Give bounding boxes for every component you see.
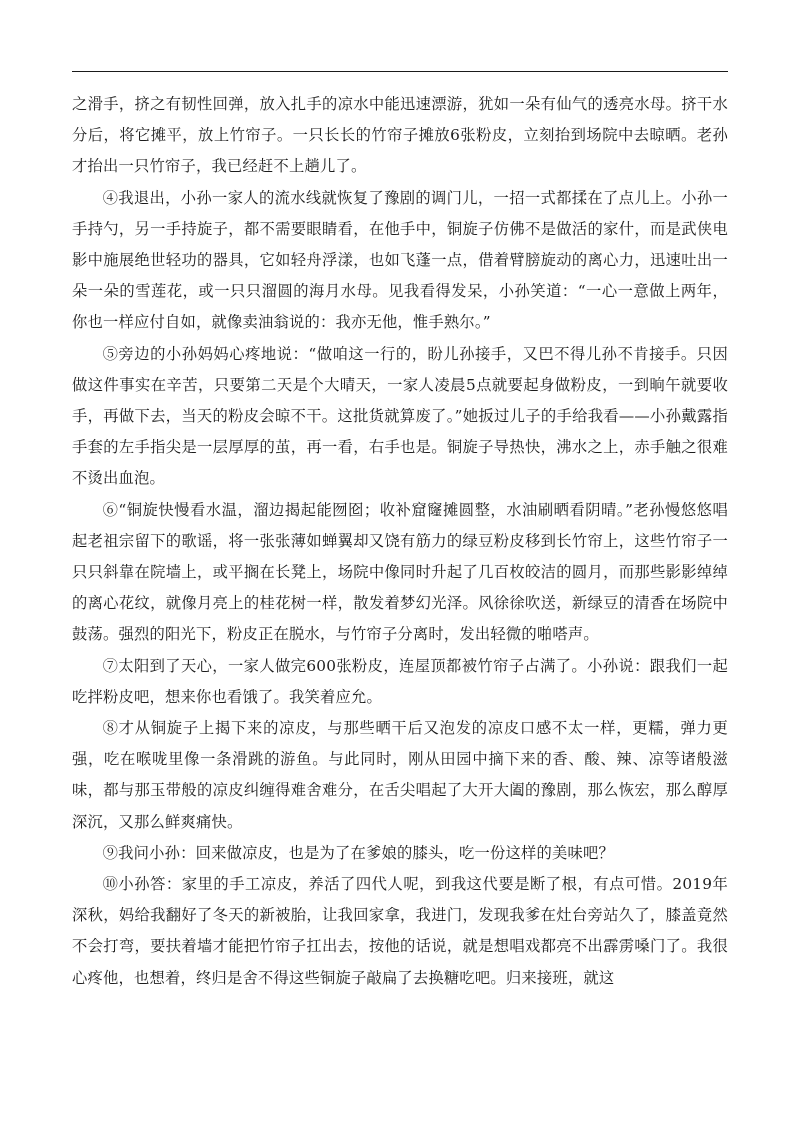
paragraph-5: ⑤旁边的小孙妈妈心疼地说：“做咱这一行的，盼儿孙接手，又巴不得儿孙不肯接手。只因做这件事实在辛苦，只要第二天是个大晴天，一家人凌晨5点就要起身做粉皮，一到晌午就要收手，再做下去，当天的粉皮会晾不干。这批货就算废了。”她扳过儿子的手给我看——小孙戴露指手套的左手指尖是一层厚厚的茧，再一看，右手也是。铜旋子导热快，沸水之上，赤手触之很难不烫出血泡。 (72, 344, 728, 488)
paragraph-7: ⑦太阳到了天心，一家人做完600张粉皮，连屋顶都被竹帘子占满了。小孙说：跟我们一起吃拌粉皮吧，想来你也看饿了。我笑着应允。 (72, 656, 728, 706)
paragraph-4: ④我退出，小孙一家人的流水线就恢复了豫剧的调门儿，一招一式都揉在了点儿上。小孙一手持勺，另一手持旋子，都不需要眼睛看，在他手中，铜旋子仿佛不是做活的家什，而是武侠电影中施展绝世轻功的器具，它如轻舟浮漾，也如飞蓬一点，借着臂膀旋动的离心力，迅速吐出一朵一朵的雪莲花，或一只只溜圆的海月水母。见我看得发呆，小孙笑道：“一心一意做上两年，你也一样应付自如，就像卖油翁说的：我亦无他，惟手熟尔。” (72, 188, 728, 332)
paragraph-9: ⑨我问小孙：回来做凉皮，也是为了在爹娘的膝头，吃一份这样的美味吧？ (102, 843, 614, 862)
paragraph-8: ⑧才从铜旋子上揭下来的凉皮，与那些晒干后又泡发的凉皮口感不太一样，更糯，弹力更强，吃在喉咙里像一条滑跳的游鱼。与此同时，刚从田园中摘下来的香、酸、辣、凉等诸般滋味，都与那玉带般的凉皮纠缠得难舍难分，在舌尖唱起了大开大阖的豫剧，那么恢宏，那么醇厚深沉，又那么鲜爽痛快。 (72, 719, 728, 831)
paragraph-6: ⑥“铜旋快慢看水温，溜边揭起能囫囵；收补窟窿摊圆整，水油刷晒看阴晴。”老孙慢悠悠唱起老祖宗留下的歌谣，将一张张薄如蝉翼却又饶有筋力的绿豆粉皮移到长竹帘上，这些竹帘子一只只斜靠在院墙上，或平搁在长凳上，场院中像同时升起了几百枚皎洁的圆月，而那些影影绰绰的离心花纹，就像月亮上的桂花树一样，散发着梦幻光泽。风徐徐吹送，新绿豆的清香在场院中鼓荡。强烈的阳光下，粉皮正在脱水，与竹帘子分离时，发出轻微的啪嗒声。 (72, 500, 728, 644)
paragraph-continuation: 之滑手，挤之有韧性回弹，放入扎手的凉水中能迅速漂游，犹如一朵有仙气的透亮水母。挤干水分后，将它摊平，放上竹帘子。一只长长的竹帘子摊放6张粉皮，立刻抬到场院中去晾晒。老孙才抬出一只竹帘子，我已经赶不上趟儿了。 (72, 95, 728, 176)
paragraph-10: ⑩小孙答：家里的手工凉皮，养活了四代人呢，到我这代要是断了根，有点可惜。2019年深秋，妈给我翻好了冬天的新被胎，让我回家拿，我进门，发现我爹在灶台旁站久了，膝盖竟然不会打弯，要扶着墙才能把竹帘子扛出去，按他的话说，就是想唱戏都亮不出霹雳嗓门了。我很心疼他，也想着，终归是舍不得这些铜旋子敲扁了去换糖吃吧。归来接班，就这 (72, 875, 728, 987)
article-body (72, 89, 728, 994)
header-rule (72, 71, 728, 72)
